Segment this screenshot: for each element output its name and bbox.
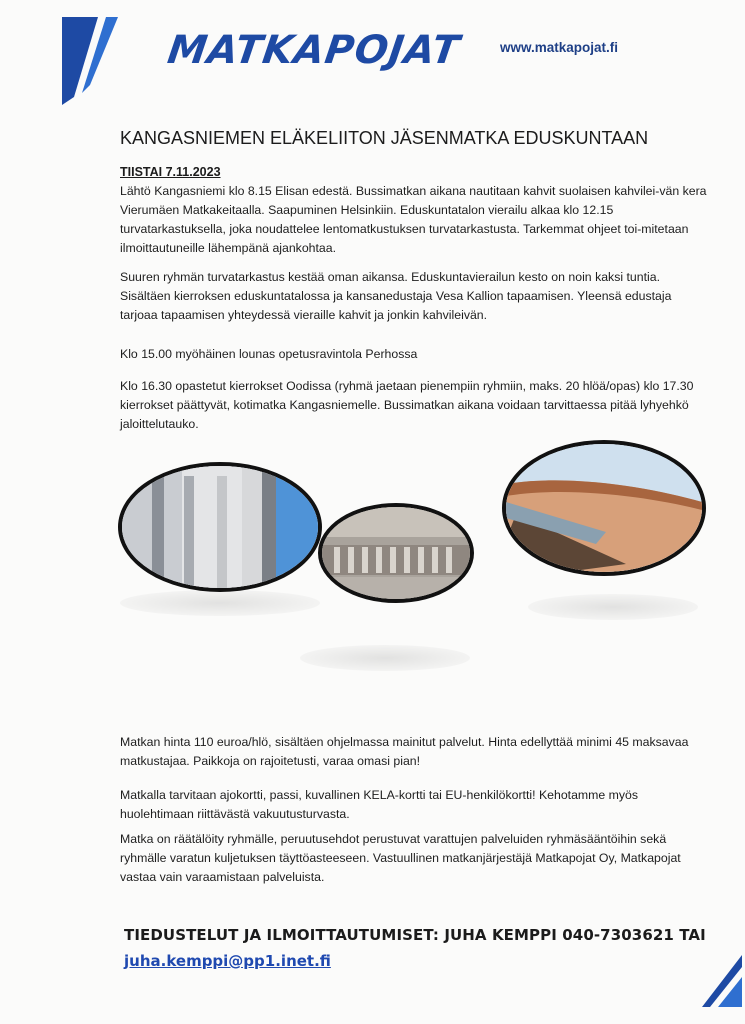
itinerary-paragraph: Klo 15.00 myöhäinen lounas opetusravintola Perhossa bbox=[120, 347, 418, 361]
terms-paragraph: Matkalla tarvitaan ajokortti, passi, kuvallinen KELA-kortti tai EU-henkilökortti! Kehotamme myös huolehtimaan riittävästä vakuutusturvasta. bbox=[120, 788, 639, 821]
oodi-library-photo bbox=[502, 440, 706, 576]
corner-stripe-icon bbox=[702, 955, 742, 1007]
itinerary-paragraph: Lähtö Kangasniemi klo 8.15 Elisan edestä. Bussimatkan aikana nautitaan kahvit suolaisen kahvilei-vän kera Vierumäen Matkakeitaalla. Saapuminen Helsinkiin. Eduskuntatalon vierailu alkaa klo 12.15 turvatarkastuksella, joka noudattelee lentomatkustuksen turvatarkastusta. Tarkemmat ohjeet toi-mitetaan ilmoittautuneille lähempänä ajankohtaa. bbox=[120, 184, 707, 255]
terms-paragraph: Matkan hinta 110 euroa/hlö, sisältäen ohjelmassa mainitut palvelut. Hinta edellyttää minimi 45 maksavaa matkustajaa. Paikkoja on rajoitetusti, varaa omasi pian! bbox=[120, 735, 689, 768]
photo-shadow bbox=[300, 645, 470, 671]
photo-shadow bbox=[528, 594, 698, 620]
brand-logo: MATKAPOJAT bbox=[164, 28, 463, 73]
parliament-facade-photo bbox=[118, 462, 322, 592]
contact-line: TIEDUSTELUT JA ILMOITTAUTUMISET: JUHA KEMPPI 040-7303621 TAI bbox=[124, 926, 706, 944]
brand-stripe-icon bbox=[62, 15, 172, 107]
parliament-columns-photo bbox=[318, 503, 474, 603]
itinerary-paragraph: Klo 16.30 opastetut kierrokset Oodissa (ryhmä jaetaan pienempiin ryhmiin, maks. 20 hlöä/opas) klo 17.30 kierrokset päättyvät, kotimatka Kangasniemelle. Bussimatkan aikana voidaan tarvittaessa pitää lyhyehkö jaloittelutauko. bbox=[120, 379, 694, 431]
page-title: KANGASNIEMEN ELÄKELIITON JÄSENMATKA EDUSKUNTAAN bbox=[120, 128, 649, 148]
itinerary-paragraph: Suuren ryhmän turvatarkastus kestää oman aikansa. Eduskuntavierailun kesto on noin kaksi tuntia. Sisältäen kierroksen eduskuntatalossa ja kansanedustaja Vesa Kallion tapaamisen. Yleensä edustaja tarjoaa tapaamisen yhteydessä vieraille kahvit ja jonkin kahvileivän. bbox=[120, 270, 672, 322]
trip-date: TIISTAI 7.11.2023 bbox=[120, 165, 221, 179]
website-link[interactable]: www.matkapojat.fi bbox=[500, 40, 619, 55]
terms-paragraph: Matka on räätälöity ryhmälle, peruutusehdot perustuvat varattujen palveluiden ryhmäsääntöihin sekä ryhmälle varatun kuljetuksen täyttöasteeseen. Vastuullinen matkanjärjestäjä Matkapojat Oy, Matkapojat vastaa vain varaamistaan palveluista. bbox=[120, 832, 681, 884]
contact-email-link[interactable]: juha.kemppi@pp1.inet.fi bbox=[124, 952, 331, 970]
photo-shadow bbox=[120, 590, 320, 616]
